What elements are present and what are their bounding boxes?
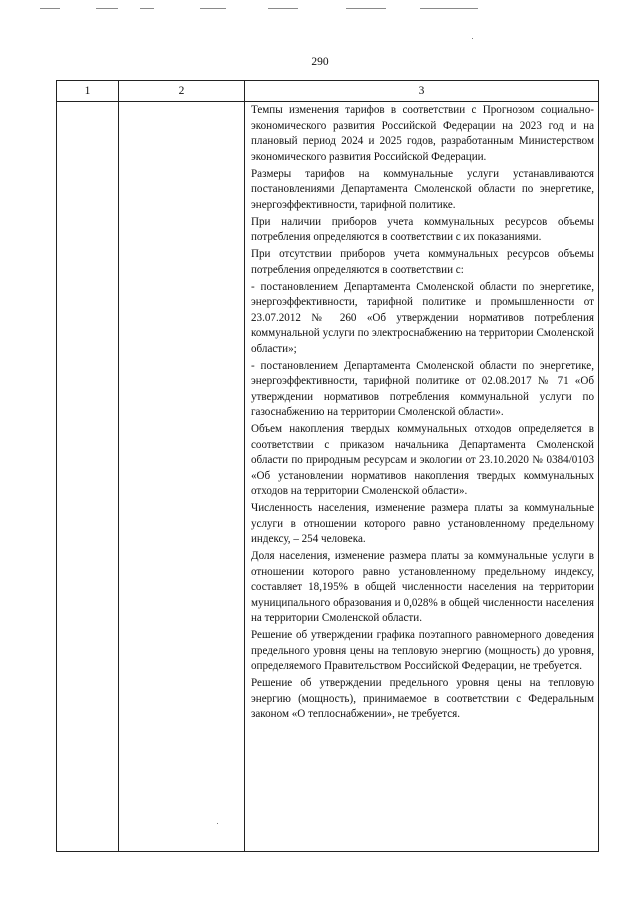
column-3-cell: [251, 103, 594, 724]
paragraph: Доля населения, изменение размера платы за коммунальные услуги в отношении которого равно установленному предельному индексу, составляет 18,195% в общей численности населения на территории муниципального образования и 0,028% в общей численности населения на территории Смоленской области.: [251, 550, 594, 624]
paragraph: Решение об утверждении графика поэтапного равномерного доведения предельного уровня цены на тепловую энергию (мощность) до уровня, определяемого Правительством Российской Федерации, не требуется.: [251, 629, 594, 672]
scan-mark: [140, 8, 154, 9]
paragraph: При наличии приборов учета коммунальных ресурсов объемы потребления определяются в соответствии с их показаниями.: [251, 215, 594, 243]
column-divider: [118, 81, 119, 851]
scan-mark: [346, 8, 386, 9]
paragraph: Решение об утверждении предельного уровня цены на тепловую энергию (мощность), принимаемое в соответствии с Федеральным законом «О теплоснабжении», не требуется.: [251, 677, 594, 720]
header-divider: [57, 101, 598, 102]
column-divider: [244, 81, 245, 851]
scan-mark: [40, 8, 60, 9]
column-header-3: 3: [418, 85, 425, 97]
paragraph: Объем накопления твердых коммунальных отходов определяется в соответствии с приказом начальника Департамента Смоленской области по природным ресурсам и экологии от 23.10.2020 № 0384/0103 «Об установлении нормативов накопления твердых коммунальных отходов на территории Смоленской области».: [251, 423, 594, 497]
scan-mark: [96, 8, 118, 9]
paragraph: - постановлением Департамента Смоленской области по энергетике, энергоэффективности, тарифной политике от 02.08.2017 № 71 «Об утверждении нормативов потребления коммунальной услуги по газоснабжению на территории Смоленской области».: [251, 359, 594, 418]
scan-speck: [217, 823, 218, 824]
paragraph: Численность населения, изменение размера платы за коммунальные услуги в отношении которого равно установленному предельному индексу, – 254 человека.: [251, 502, 594, 545]
column-header-1: 1: [84, 85, 91, 97]
paragraph: Размеры тарифов на коммунальные услуги устанавливаются постановлениями Департамента Смоленской области по энергетике, энергоэффективности, тарифной политике.: [251, 167, 594, 211]
paragraph: Темпы изменения тарифов в соответствии с Прогнозом социально-экономического развития Российской Федерации на 2023 год и на плановый период 2024 и 2025 годов, разработанным Министерством экономического развития Российской Федерации.: [251, 104, 594, 163]
paragraph: - постановлением Департамента Смоленской области по энергетике, энергоэффективности, тарифной политике и промышленности от 23.07.2012 № 260 «Об утверждении нормативов потребления коммунальной услуги по электроснабжению на территории Смоленской области»;: [251, 280, 594, 355]
page-number: 290: [311, 56, 329, 68]
scan-mark: [268, 8, 298, 9]
paragraph: При отсутствии приборов учета коммунальных ресурсов объемы потребления определяются в соответствии с:: [251, 248, 594, 276]
scan-mark: [420, 8, 478, 9]
scan-mark: [200, 8, 226, 9]
scan-speck: [472, 38, 473, 39]
column-header-2: 2: [178, 85, 185, 97]
document-table: [56, 80, 599, 852]
